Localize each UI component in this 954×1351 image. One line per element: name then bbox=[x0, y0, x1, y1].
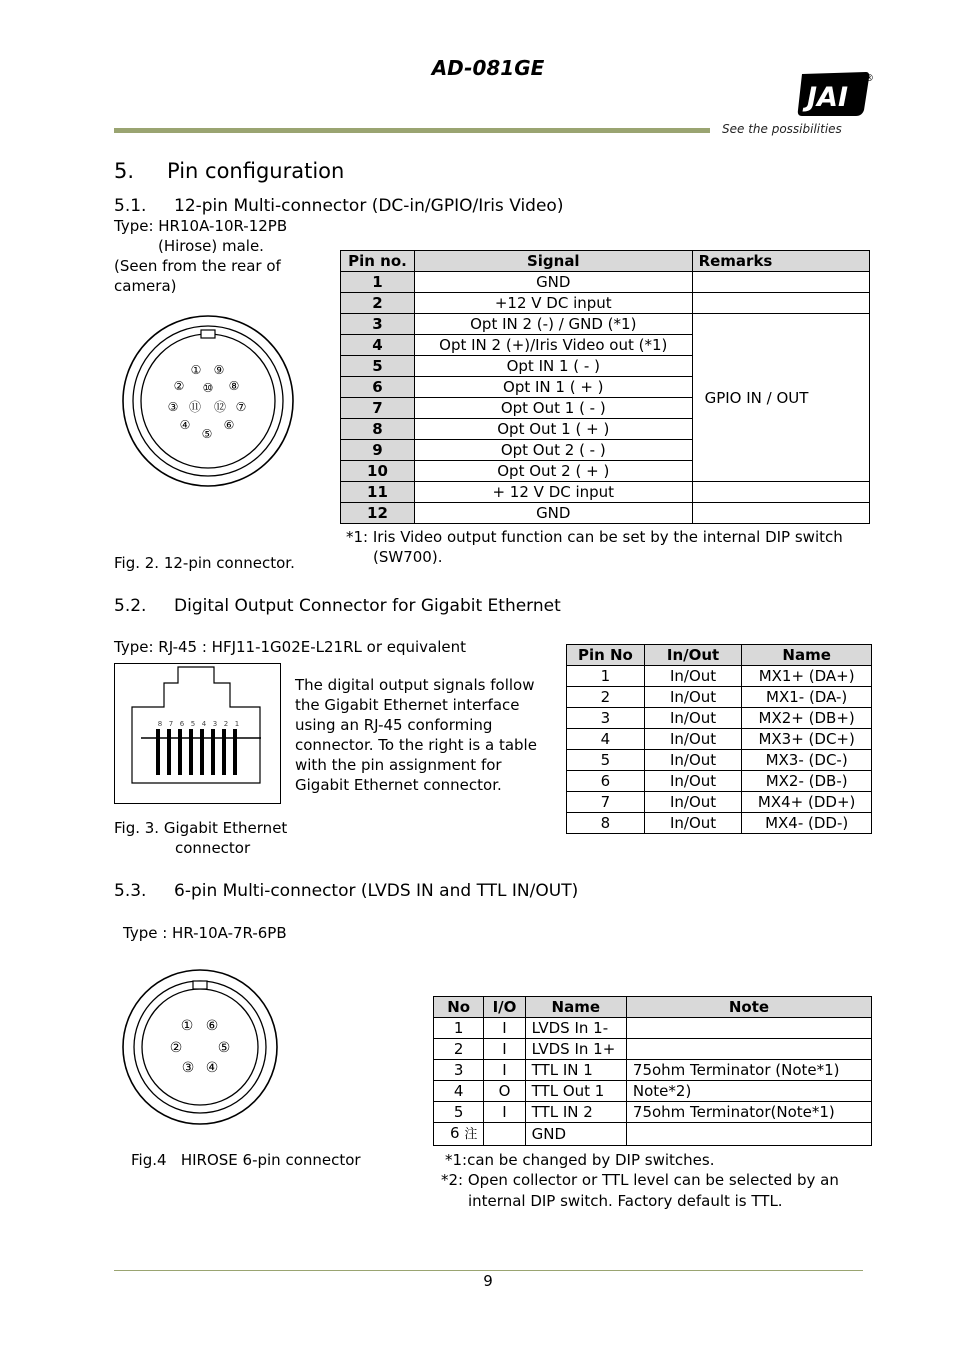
svg-text:4: 4 bbox=[201, 720, 207, 728]
twelve-pin-table bbox=[340, 250, 870, 524]
col-header: Name bbox=[742, 645, 872, 666]
fig3-caption: Fig. 3. Gigabit Ethernet bbox=[114, 819, 288, 837]
svg-text:④: ④ bbox=[179, 418, 191, 432]
col-header: Note bbox=[626, 997, 871, 1018]
table-row: 2 In/Out MX1- (DA-) bbox=[567, 687, 872, 708]
table-row: 9 Opt Out 2 ( - ) bbox=[341, 440, 870, 461]
svg-text:⑫: ⑫ bbox=[213, 400, 227, 414]
rj45-type: Type: RJ-45 : HFJ11-1G02E-L21RL or equivalent bbox=[114, 638, 467, 656]
subsection-title-5-1: 12-pin Multi-connector (DC-in/GPIO/Iris Video) bbox=[174, 196, 564, 216]
section-title: Pin configuration bbox=[167, 159, 345, 183]
svg-text:③: ③ bbox=[181, 1060, 195, 1076]
gpio-remark: GPIO IN / OUT bbox=[692, 314, 869, 482]
svg-text:②: ② bbox=[173, 379, 185, 393]
table-row: 6 注 GND bbox=[434, 1123, 872, 1146]
col-header: Pin No bbox=[567, 645, 645, 666]
iris-note-cont: (SW700). bbox=[373, 548, 443, 566]
page-number: 9 bbox=[483, 1272, 493, 1290]
six-pin-table bbox=[433, 996, 872, 1146]
col-header: No bbox=[434, 997, 484, 1018]
ethernet-pin-table bbox=[566, 644, 872, 834]
svg-text:8: 8 bbox=[157, 720, 163, 728]
table-row: 6 Opt IN 1 ( + ) bbox=[341, 377, 870, 398]
table-row: 5 Opt IN 1 ( - ) bbox=[341, 356, 870, 377]
col-header: Name bbox=[525, 997, 626, 1018]
col-header: Remarks bbox=[692, 251, 869, 272]
svg-text:①: ① bbox=[190, 363, 202, 377]
subsection-number-5-3: 5.3. bbox=[114, 881, 147, 901]
svg-text:⑩: ⑩ bbox=[202, 381, 214, 395]
svg-text:③: ③ bbox=[167, 400, 179, 414]
table-row: 4 O TTL Out 1 Note*2) bbox=[434, 1081, 872, 1102]
svg-text:⑥: ⑥ bbox=[205, 1018, 219, 1034]
section-number: 5. bbox=[114, 159, 135, 183]
table-row: 11 + 12 V DC input bbox=[341, 482, 870, 503]
svg-text:⑦: ⑦ bbox=[235, 400, 247, 414]
doc-title: AD-081GE bbox=[431, 56, 545, 80]
logo-text: JAI bbox=[807, 82, 848, 113]
svg-text:3: 3 bbox=[212, 720, 218, 728]
tagline: See the possibilities bbox=[722, 122, 842, 136]
connector-type-12pin: Type: HR10A-10R-12PB (Hirose) male. (Seen from the rear of camera) bbox=[114, 217, 288, 295]
jai-logo bbox=[796, 70, 878, 120]
table-row: 10 Opt Out 2 ( + ) bbox=[341, 461, 870, 482]
svg-text:⑥: ⑥ bbox=[223, 418, 235, 432]
row-mark: 注 bbox=[464, 1127, 478, 1142]
col-header: Signal bbox=[414, 251, 692, 272]
svg-text:7: 7 bbox=[168, 720, 174, 728]
dip-note-1: *1:can be changed by DIP switches. bbox=[445, 1151, 715, 1169]
dip-note-2: *2: Open collector or TTL level can be selected by an bbox=[441, 1171, 839, 1189]
table-row: 2 +12 V DC input bbox=[341, 293, 870, 314]
subsection-number-5-2: 5.2. bbox=[114, 596, 147, 616]
svg-text:1: 1 bbox=[234, 720, 240, 728]
table-row: 3 In/Out MX2+ (DB+) bbox=[567, 708, 872, 729]
table-row: 8 In/Out MX4- (DD-) bbox=[567, 813, 872, 834]
svg-text:①: ① bbox=[180, 1018, 194, 1034]
col-header: In/Out bbox=[644, 645, 741, 666]
col-header: Pin no. bbox=[341, 251, 415, 272]
svg-text:5: 5 bbox=[190, 720, 196, 728]
svg-text:6: 6 bbox=[179, 720, 185, 728]
table-row: 1 GND bbox=[341, 272, 870, 293]
table-row: 5 I TTL IN 2 75ohm Terminator(Note*1) bbox=[434, 1102, 872, 1123]
table-row: 1 In/Out MX1+ (DA+) bbox=[567, 666, 872, 687]
svg-text:④: ④ bbox=[205, 1060, 219, 1076]
six-pin-connector-diagram bbox=[120, 968, 280, 1126]
table-row: 3 Opt IN 2 (-) / GND (*1) GPIO IN / OUT bbox=[341, 314, 870, 335]
svg-text:⑤: ⑤ bbox=[201, 427, 213, 441]
rj45-connector-diagram bbox=[114, 663, 282, 805]
rj45-description: The digital output signals follow the Gigabit Ethernet interface using an RJ-45 conforming connector. To the right is a table with the pin assignment for Gigabit Ethernet connector. bbox=[295, 676, 537, 794]
six-pin-type: Type : HR-10A-7R-6PB bbox=[123, 924, 287, 942]
twelve-pin-connector-diagram bbox=[120, 312, 296, 490]
svg-text:⑨: ⑨ bbox=[213, 363, 225, 377]
footer-rule bbox=[114, 1270, 863, 1271]
dip-note-2-cont: internal DIP switch. Factory default is TTL. bbox=[468, 1192, 783, 1210]
registered-mark: ® bbox=[864, 73, 874, 84]
svg-text:②: ② bbox=[169, 1040, 183, 1056]
col-header: I/O bbox=[484, 997, 525, 1018]
iris-note: *1: Iris Video output function can be set by the internal DIP switch bbox=[346, 528, 843, 546]
subsection-number-5-1: 5.1. bbox=[114, 196, 147, 216]
table-row: 3 I TTL IN 1 75ohm Terminator (Note*1) bbox=[434, 1060, 872, 1081]
table-row: 1 I LVDS In 1- bbox=[434, 1018, 872, 1039]
svg-text:⑧: ⑧ bbox=[228, 379, 240, 393]
svg-text:⑤: ⑤ bbox=[217, 1040, 231, 1056]
svg-text:⑪: ⑪ bbox=[188, 400, 202, 414]
table-row: 7 In/Out MX4+ (DD+) bbox=[567, 792, 872, 813]
table-row: 4 In/Out MX3+ (DC+) bbox=[567, 729, 872, 750]
fig4-caption: Fig.4 HIROSE 6-pin connector bbox=[131, 1151, 361, 1169]
subsection-title-5-2: Digital Output Connector for Gigabit Ethernet bbox=[174, 596, 561, 616]
table-row: 8 Opt Out 1 ( + ) bbox=[341, 419, 870, 440]
table-row: 6 In/Out MX2- (DB-) bbox=[567, 771, 872, 792]
svg-text:2: 2 bbox=[223, 720, 229, 728]
header-rule bbox=[114, 128, 710, 133]
table-row: 7 Opt Out 1 ( - ) bbox=[341, 398, 870, 419]
table-row: 4 Opt IN 2 (+)/Iris Video out (*1) bbox=[341, 335, 870, 356]
table-row: 2 I LVDS In 1+ bbox=[434, 1039, 872, 1060]
fig3-caption-cont: connector bbox=[175, 839, 251, 857]
fig2-caption: Fig. 2. 12-pin connector. bbox=[114, 554, 295, 572]
table-row: 5 In/Out MX3- (DC-) bbox=[567, 750, 872, 771]
subsection-title-5-3: 6-pin Multi-connector (LVDS IN and TTL IN/OUT) bbox=[174, 881, 579, 901]
table-row: 12 GND bbox=[341, 503, 870, 524]
